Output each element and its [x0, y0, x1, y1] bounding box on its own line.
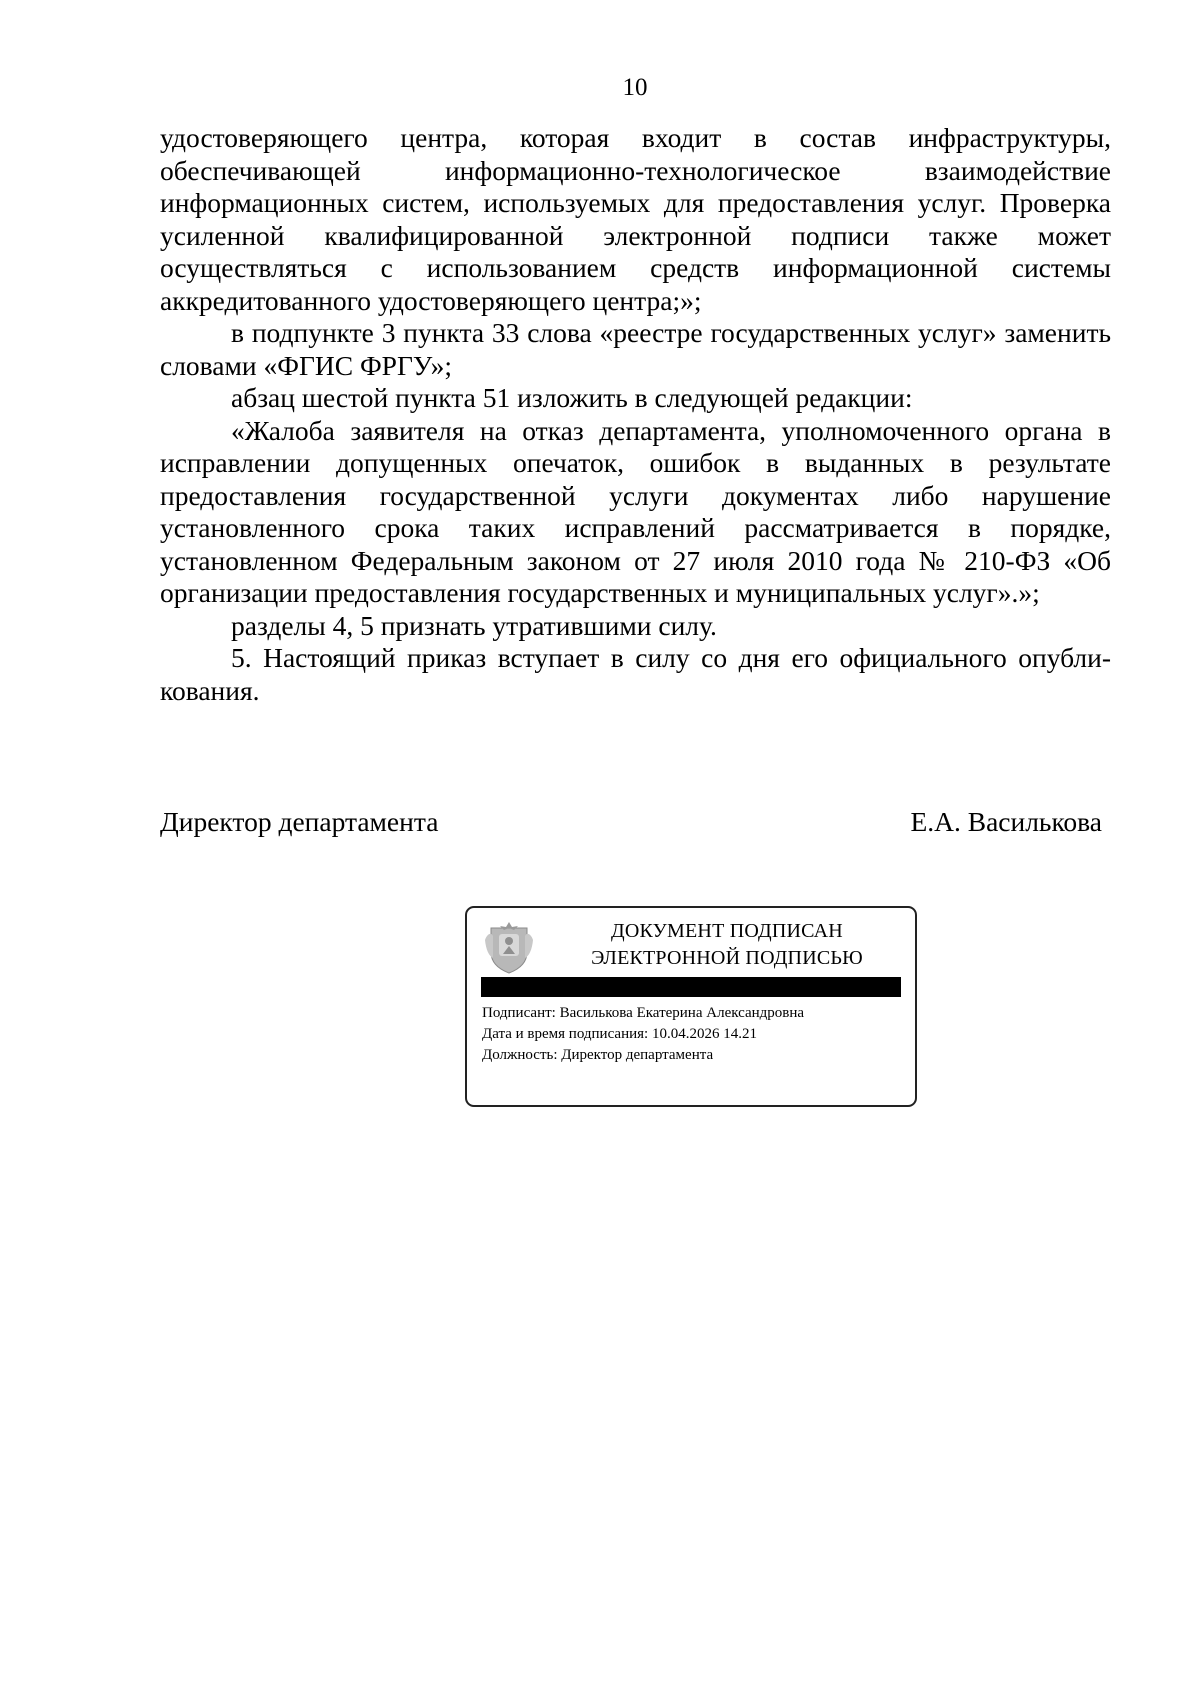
stamp-title-line-2: ЭЛЕКТРОННОЙ ПОДПИСЬЮ	[591, 947, 863, 969]
stamp-signer: Подписант: Василькова Екатерина Александровна	[482, 1005, 805, 1021]
stamp-title	[547, 918, 907, 972]
paragraph-effective-date: 5. Настоящий приказ вступает в силу со дня его официального опубликования.	[160, 642, 1111, 706]
paragraph-complaint-text: «Жалоба заявителя на отказ департамента, уполномоченного органа в исправлении допущенных опечаток, ошибок в выданных в результате предоставления государственной услуги документах либо нарушение установленного срока таких исправлений рассматривается в порядке, установленном Федеральным законом от 27 июля 2010 года № 210-ФЗ «Об организации предоставления государственных и муниципальных услуг».»;	[160, 414, 1111, 608]
signature-line	[160, 806, 1102, 838]
paragraph-clause-51-intro: абзац шестой пункта 51 изложить в следующей редакции:	[231, 382, 913, 413]
stamp-position: Должность: Директор департамента	[482, 1047, 714, 1063]
electronic-signature-stamp	[465, 906, 917, 1107]
paragraph-subclause-3: в подпункте 3 пункта 33 слова «реестре государственных услуг» заменить словами «ФГИС ФРГУ»;	[160, 317, 1111, 381]
stamp-title-line-1: ДОКУМЕНТ ПОДПИСАН	[611, 920, 843, 942]
stamp-details	[482, 1003, 804, 1066]
paragraph-continuation: удостоверяющего центра, которая входит в состав инфраструктуры, обеспечивающей информационно-технологическое взаимодействие информационных систем, используемых для предоставления услуг. Проверка усиленной квалифицированной электронной подписи также может осуществляться с использованием средств информационной системы аккредитованного удостоверяющего центра;»;	[160, 122, 1111, 316]
signatory-name: Е.А. Василькова	[910, 806, 1102, 837]
document-body	[160, 122, 1111, 707]
stamp-certificate-bar	[481, 977, 901, 997]
paragraph-sections-void: разделы 4, 5 признать утратившими силу.	[231, 609, 717, 641]
page-number: 10	[622, 74, 648, 101]
coat-of-arms-icon	[483, 918, 535, 974]
stamp-datetime: Дата и время подписания: 10.04.2026 14.21	[482, 1026, 757, 1042]
signatory-position: Директор департамента	[160, 806, 439, 837]
